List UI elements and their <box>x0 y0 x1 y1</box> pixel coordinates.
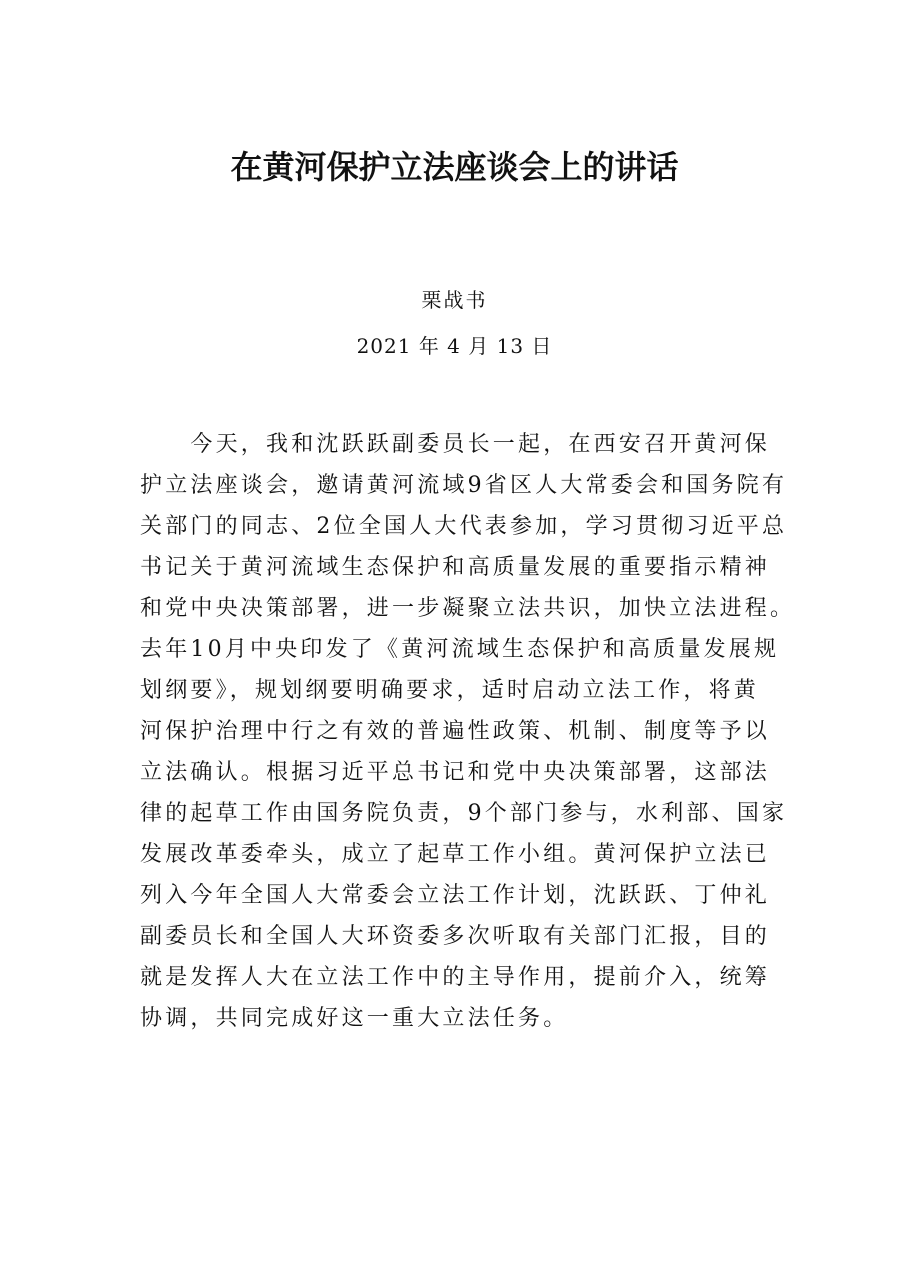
paragraph-line: 关部门的同志、2位全国人大代表参加，学习贯彻习近平总 <box>140 514 788 539</box>
paragraph-line: 副委员长和全国人大环资委多次听取有关部门汇报，目的 <box>140 924 771 949</box>
document-title: 在黄河保护立法座谈会上的讲话 <box>230 148 679 186</box>
paragraph-line: 划纲要》，规划纲要明确要求，适时启动立法工作，将黄 <box>140 678 760 703</box>
paragraph-line: 发展改革委牵头，成立了起草工作小组。黄河保护立法已 <box>140 842 771 867</box>
paragraph-line: 书记关于黄河流域生态保护和高质量发展的重要指示精神 <box>140 555 771 580</box>
paragraph-line: 去年10月中央印发了《黄河流域生态保护和高质量发展规 <box>140 637 780 662</box>
paragraph-line: 护立法座谈会，邀请黄河流域9省区人大常委会和国务院有 <box>140 473 788 498</box>
paragraph-line: 协调，共同完成好这一重大立法任务。 <box>140 1006 569 1031</box>
paragraph-line: 今天，我和沈跃跃副委员长一起，在西安召开黄河保 <box>140 432 771 457</box>
speech-date: 2021 年 4 月 13 日 <box>356 334 553 358</box>
author-name: 栗战书 <box>421 288 488 312</box>
paragraph-line: 律的起草工作由国务院负责，9个部门参与，水利部、国家 <box>140 801 788 826</box>
paragraph-line: 和党中央决策部署，进一步凝聚立法共识，加快立法进程。 <box>140 596 796 621</box>
paragraph-line: 列入今年全国人大常委会立法工作计划，沈跃跃、丁仲礼 <box>140 883 771 908</box>
paragraph-line: 就是发挥人大在立法工作中的主导作用，提前介入，统筹 <box>140 965 771 990</box>
paragraph-line: 立法确认。根据习近平总书记和党中央决策部署，这部法 <box>140 760 771 785</box>
paragraph-line: 河保护治理中行之有效的普遍性政策、机制、制度等予以 <box>140 719 771 744</box>
body-paragraph <box>140 424 796 1039</box>
